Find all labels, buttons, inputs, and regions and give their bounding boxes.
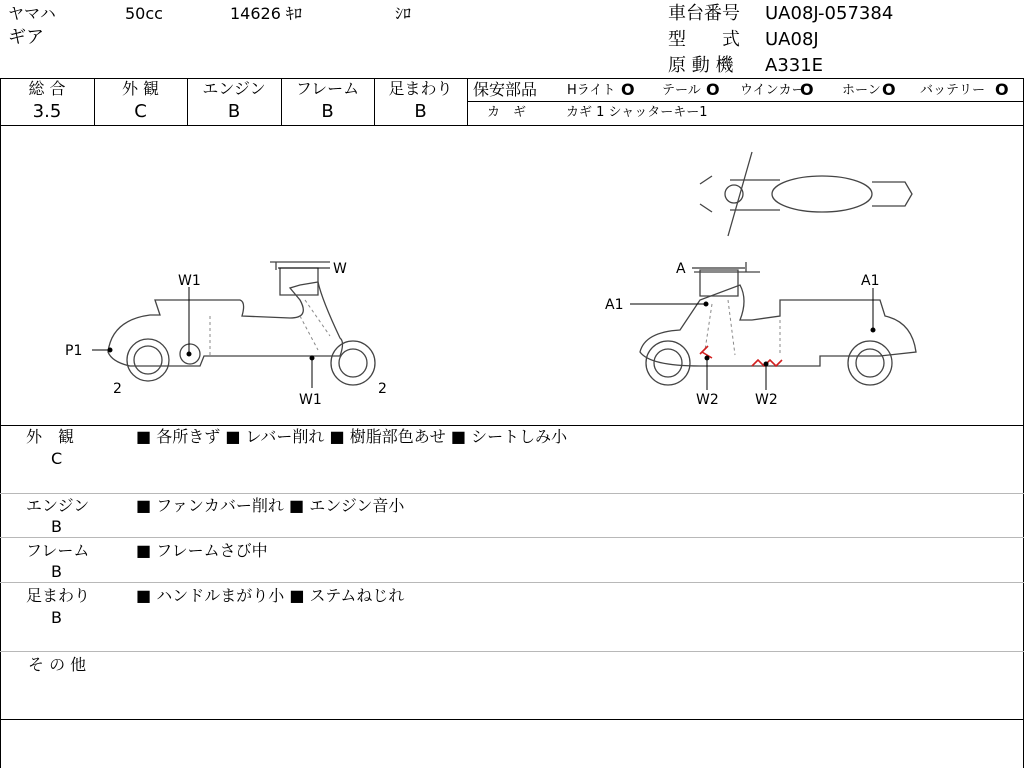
rule <box>467 101 1024 102</box>
scooter-diagram <box>0 126 1024 424</box>
remark-frame-items <box>136 543 268 559</box>
grade-suspension-value: B <box>414 101 427 122</box>
safety-title: 保安部品 <box>473 80 538 99</box>
rule <box>0 719 1024 720</box>
bullet: ■ <box>225 427 241 446</box>
label-2-right: 2 <box>378 381 387 397</box>
remark-item: フレームさび中 <box>156 541 268 560</box>
chassis-value: UA08J-057384 <box>765 3 894 24</box>
grade-engine-label: エンジン <box>202 79 266 98</box>
safety-status-horn: O <box>882 80 896 99</box>
bullet: ■ <box>289 496 305 515</box>
engine-value: A331E <box>765 55 824 76</box>
bullet: ■ <box>329 427 345 446</box>
remark-other-label: そ の 他 <box>28 655 87 674</box>
rule <box>467 78 468 125</box>
remark-frame-section: フレーム <box>26 541 90 560</box>
safety-item-headlight: Hライト <box>567 83 616 98</box>
type-label: 型 式 <box>668 29 740 50</box>
scooter-left-dash <box>210 300 330 356</box>
remark-item: ファンカバー削れ <box>156 496 284 515</box>
grade-suspension-label: 足まわり <box>388 79 453 98</box>
label-a1-right: A1 <box>861 273 880 289</box>
remark-exterior-items <box>136 429 567 445</box>
bullet: ■ <box>136 586 152 605</box>
rule <box>0 425 1024 426</box>
label-w2-right: W2 <box>755 392 778 408</box>
guide-rule <box>0 651 1024 652</box>
remark-suspension-items <box>136 588 404 604</box>
maker: ヤマハ <box>8 4 56 23</box>
bullet: ■ <box>289 586 305 605</box>
grade-exterior-label: 外 観 <box>121 79 160 98</box>
grade-frame-label: フレーム <box>295 79 360 98</box>
bullet: ■ <box>450 427 466 446</box>
remark-item: ハンドルまがり小 <box>156 586 285 605</box>
label-2-left: 2 <box>113 381 122 397</box>
label-w1-bottom: W1 <box>299 392 322 408</box>
safety-item-winker: ウインカー <box>740 83 805 98</box>
remark-item: シートしみ小 <box>471 427 568 446</box>
grade-total-label: 総 合 <box>28 79 66 98</box>
remark-exterior-grade: C <box>51 449 63 468</box>
remark-suspension-section: 足まわり <box>26 586 91 605</box>
guide-rule <box>0 582 1024 583</box>
bullet: ■ <box>136 427 152 446</box>
label-a-top: A <box>676 261 686 277</box>
label-p1: P1 <box>65 343 83 359</box>
bullet: ■ <box>136 541 152 560</box>
safety-status-battery: O <box>995 80 1009 99</box>
body-color: ｼﾛ <box>395 4 412 23</box>
remark-exterior-section: 外 観 <box>26 427 75 446</box>
remark-item: レバー削れ <box>245 427 325 446</box>
remark-item: ステムねじれ <box>309 586 405 605</box>
safety-item-horn: ホーン <box>842 83 881 98</box>
diagram-labels <box>65 261 879 408</box>
type-value: UA08J <box>765 29 819 50</box>
scooter-top-view-drawing <box>700 152 912 236</box>
scooter-right-dash <box>705 300 780 356</box>
remark-item: エンジン音小 <box>309 496 405 515</box>
label-w-top: W <box>333 261 347 277</box>
engine-label: 原 動 機 <box>668 55 734 76</box>
label-a1-left: A1 <box>605 297 624 313</box>
label-w2-left: W2 <box>696 392 719 408</box>
remark-frame-grade: B <box>51 562 62 581</box>
remark-engine-section: エンジン <box>26 496 90 515</box>
grade-exterior-value: C <box>134 101 147 122</box>
safety-item-battery: バッテリー <box>920 83 986 98</box>
bullet: ■ <box>136 496 152 515</box>
remark-suspension-grade: B <box>51 608 62 627</box>
label-w1-top: W1 <box>178 273 201 289</box>
mileage: 14626 ｷﾛ <box>230 4 302 23</box>
guide-rule <box>0 493 1024 494</box>
guide-rule <box>0 537 1024 538</box>
remark-item: 樹脂部色あせ <box>349 427 446 446</box>
safety-status-tail: O <box>706 80 720 99</box>
model-name: ギア <box>8 27 44 48</box>
safety-item-tail: テール <box>662 83 701 98</box>
remark-item: 各所きず <box>156 427 221 446</box>
grade-total-value: 3.5 <box>32 101 62 122</box>
key-label: カ ギ <box>487 105 527 120</box>
remark-engine-grade: B <box>51 517 62 536</box>
scooter-left-side-drawing <box>108 262 375 385</box>
displacement: 50cc <box>125 4 163 23</box>
leader-lines <box>92 268 875 390</box>
grade-engine-value: B <box>227 101 241 122</box>
grade-frame-value: B <box>321 101 334 122</box>
safety-status-headlight: O <box>621 80 635 99</box>
chassis-label: 車台番号 <box>668 3 740 24</box>
key-value: カギ 1 シャッターキー1 <box>566 105 708 120</box>
safety-status-winker: O <box>800 80 814 99</box>
remark-engine-items <box>136 498 404 514</box>
